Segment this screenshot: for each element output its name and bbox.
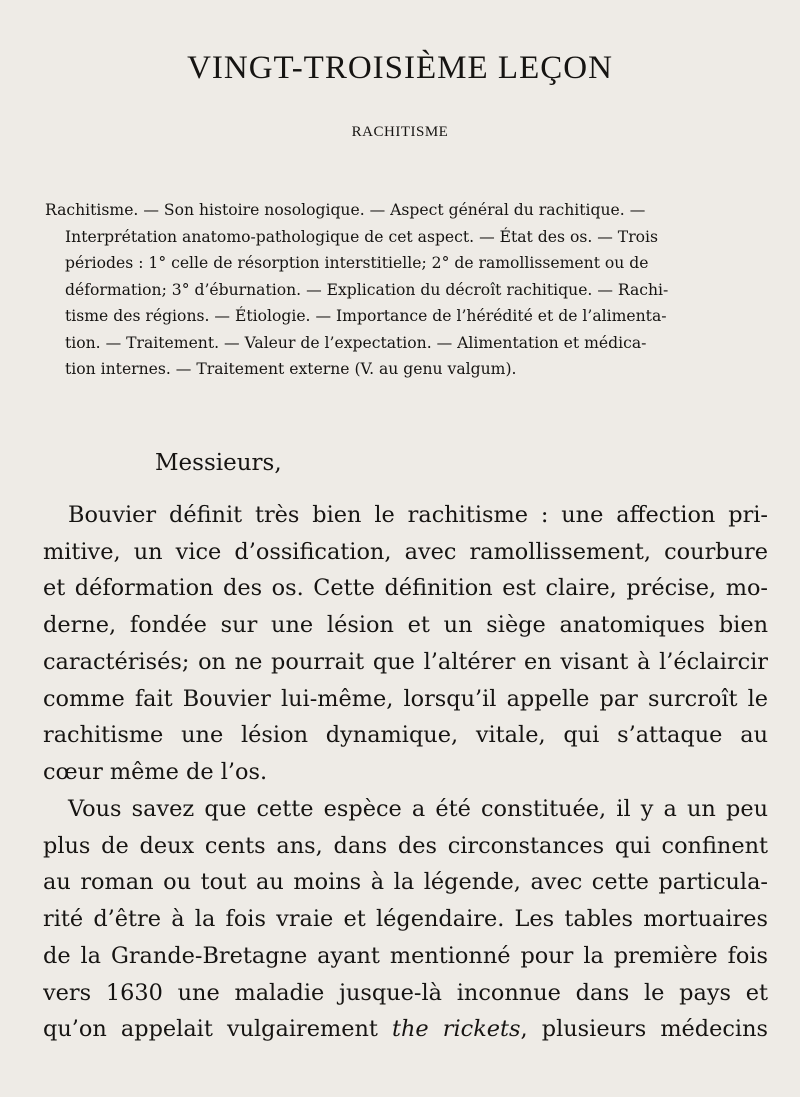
- summary-line: tion. — Traitement. — Valeur de l’expectation. — Alimentation et médica-: [65, 333, 647, 352]
- lesson-summary: [45, 197, 767, 383]
- text-line: Bouvier définit très bien le rachitisme : une affection pri-: [68, 502, 768, 528]
- summary-line: périodes : 1° celle de résorption interstitielle; 2° de ramollissement ou de: [65, 254, 649, 272]
- text-line: plus de deux cents ans, dans des circonstances qui confinent: [43, 832, 768, 859]
- text-line: caractérisés; on ne pourrait que l’altérer en visant à l’éclaircir: [43, 648, 768, 675]
- text-line: derne, fondée sur une lésion et un siège anatomiques bien: [43, 612, 768, 639]
- lesson-title: VINGT-TROISIÈME LEÇON: [187, 50, 613, 87]
- summary-line: tisme des régions. — Étiologie. — Importance de l’hérédité et de l’alimenta-: [65, 307, 667, 325]
- text-line: vers 1630 une maladie jusque-là inconnue dans le pays et: [43, 979, 768, 1006]
- text-line: cœur même de l’os.: [43, 758, 268, 785]
- summary-line: Interprétation anatomo-pathologique de cet aspect. — État des os. — Trois: [65, 227, 659, 246]
- paragraph-1: [43, 497, 768, 791]
- salutation: Messieurs,: [155, 450, 282, 476]
- summary-line: déformation; 3° d’éburnation. — Explication du décroît rachitique. — Rachi-: [65, 280, 669, 299]
- text-line: et déformation des os. Cette définition est claire, précise, mo-: [43, 575, 768, 602]
- text-line: au roman ou tout au moins à la légende, avec cette particula-: [43, 869, 768, 896]
- summary-line: Rachitisme. — Son histoire nosologique. — Aspect général du rachitique. —: [45, 201, 646, 219]
- text-line: de la Grande-Bretagne ayant mentionné pour la première fois: [43, 942, 768, 969]
- chapter-subtitle: RACHITISME: [351, 124, 449, 140]
- text-line: rité d’être à la fois vraie et légendaire. Les tables mortuaires: [43, 906, 768, 933]
- paragraph-2: [43, 791, 768, 1048]
- text-segment: qu’on appelait vulgairement: [43, 1016, 393, 1043]
- text-line: [43, 1011, 768, 1048]
- text-line: mitive, un vice d’ossification, avec ramollissement, courbure: [43, 538, 768, 565]
- text-line: comme fait Bouvier lui-même, lorsqu’il appelle par surcroît le: [43, 685, 768, 712]
- italic-term: the rickets: [392, 1016, 521, 1043]
- text-line: rachitisme une lésion dynamique, vitale, qui s’attaque au: [43, 722, 768, 749]
- text-line: Vous savez que cette espèce a été constituée, il y a un peu: [68, 796, 768, 822]
- summary-line: tion internes. — Traitement externe (V. au genu valgum).: [65, 360, 517, 378]
- text-segment: , plusieurs médecins: [520, 1016, 768, 1043]
